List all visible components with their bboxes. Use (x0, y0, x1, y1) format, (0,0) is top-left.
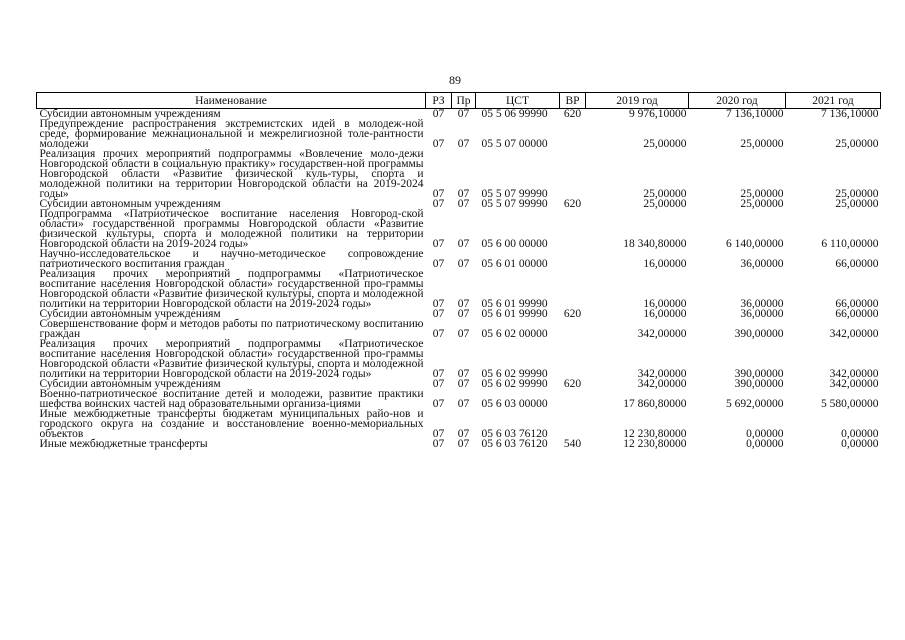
row-value-2020: 36,00000 (740, 298, 784, 310)
row-pr: 07 (457, 308, 470, 320)
row-value-2019: 12 230,80000 (623, 428, 687, 440)
table-body (37, 109, 881, 450)
row-rz: 07 (432, 328, 445, 340)
row-value-2021: 0,00000 (841, 428, 879, 440)
row-rz: 07 (432, 198, 445, 210)
table-row (37, 339, 881, 379)
row-name: Иные межбюджетные трансферты (39, 438, 208, 450)
row-value-2019: 342,00000 (637, 368, 687, 380)
row-value-2021: 66,00000 (835, 258, 879, 270)
row-cst: 05 6 01 00000 (481, 258, 548, 270)
header-cst: ЦСТ (476, 93, 560, 109)
row-value-2020: 36,00000 (740, 258, 784, 270)
row-value-2019: 25,00000 (643, 188, 687, 200)
row-value-2021: 5 580,00000 (821, 398, 879, 410)
row-rz: 07 (432, 298, 445, 310)
row-rz: 07 (432, 108, 445, 120)
header-pr: Пр (452, 93, 476, 109)
row-cst: 05 5 07 99990 (481, 188, 548, 200)
row-value-2019: 25,00000 (643, 198, 687, 210)
row-rz: 07 (432, 138, 445, 150)
row-value-2019: 17 860,80000 (623, 398, 687, 410)
row-vr: 620 (563, 198, 582, 210)
table-row (37, 269, 881, 309)
budget-table (36, 92, 881, 449)
row-value-2020: 390,00000 (734, 368, 784, 380)
row-pr: 07 (457, 438, 470, 450)
row-name: Научно-исследовательское и научно-методическое сопровождение патриотического воспитания граждан (39, 248, 424, 270)
header-2021: 2021 год (786, 93, 881, 109)
row-value-2019: 16,00000 (643, 298, 687, 310)
table-header-row (37, 93, 881, 109)
row-pr: 07 (457, 368, 470, 380)
row-pr: 07 (457, 428, 470, 440)
row-value-2021: 25,00000 (835, 138, 879, 150)
row-pr: 07 (457, 138, 470, 150)
row-value-2020: 6 140,00000 (726, 238, 784, 250)
row-value-2020: 390,00000 (734, 328, 784, 340)
row-pr: 07 (457, 398, 470, 410)
row-value-2021: 66,00000 (835, 298, 879, 310)
row-value-2021: 25,00000 (835, 188, 879, 200)
row-vr (560, 269, 586, 309)
row-rz: 07 (432, 308, 445, 320)
row-value-2020: 0,00000 (746, 438, 784, 450)
row-name: Субсидии автономным учреждениям (39, 198, 221, 210)
table-row (37, 389, 881, 409)
row-vr (560, 409, 586, 439)
row-cst: 05 6 03 00000 (481, 398, 548, 410)
row-value-2020: 0,00000 (746, 428, 784, 440)
row-value-2019: 9 976,10000 (629, 108, 687, 120)
row-value-2021: 6 110,00000 (821, 238, 879, 250)
row-vr (560, 119, 586, 149)
row-name: Реализация прочих мероприятий подпрограммы «Патриотическое воспитание населения Новгородской области» государственной про-граммы Новгородской области «Развитие физической культуры, спорта и молодежной политики на территории Новгородской области на 2019-2024 годы» (39, 338, 424, 380)
row-value-2021: 25,00000 (835, 198, 879, 210)
header-rz: РЗ (426, 93, 452, 109)
row-rz: 07 (432, 368, 445, 380)
row-rz: 07 (432, 398, 445, 410)
row-rz: 07 (432, 378, 445, 390)
row-value-2020: 25,00000 (740, 198, 784, 210)
row-cst: 05 6 03 76120 (481, 428, 548, 440)
row-name: Субсидии автономным учреждениям (39, 378, 221, 390)
table-row (37, 409, 881, 439)
row-name: Подпрограмма «Патриотическое воспитание населения Новгород-ской области» государственной программы Новгородской области «Развитие физической культуры, спорта и молодежной политики на территории Новгородской области на 2019-2024 годы» (39, 208, 424, 250)
row-cst: 05 5 07 00000 (481, 138, 548, 150)
row-rz: 07 (432, 188, 445, 200)
row-name: Субсидии автономным учреждениям (39, 308, 221, 320)
table-row (37, 249, 881, 269)
row-pr: 07 (457, 328, 470, 340)
row-name: Военно-патриотическое воспитание детей и молодежи, развитие практики шефства воинских частей над образовательными организа-циями (39, 388, 424, 410)
row-cst: 05 5 06 99990 (481, 108, 548, 120)
header-name: Наименование (37, 93, 426, 109)
row-value-2020: 7 136,10000 (726, 108, 784, 120)
row-pr: 07 (457, 188, 470, 200)
row-rz: 07 (432, 428, 445, 440)
row-rz: 07 (432, 238, 445, 250)
header-2020: 2020 год (689, 93, 786, 109)
row-value-2019: 12 230,80000 (623, 438, 687, 450)
row-cst: 05 5 07 99990 (481, 198, 548, 210)
table-row (37, 319, 881, 339)
row-value-2021: 7 136,10000 (821, 108, 879, 120)
row-name: Совершенствование форм и методов работы по патриотическому воспитанию граждан (39, 318, 424, 340)
table-row (37, 439, 881, 449)
row-cst: 05 6 02 00000 (481, 328, 548, 340)
row-name: Реализация прочих мероприятий подпрограммы «Вовлечение моло-дежи Новгородской области в социальную практику» государствен-ной программы Новгородской области «Развитие физической куль-туры, спорта и молодежной политики на территории Новгородской области на 2019-2024 годы» (39, 148, 424, 200)
row-value-2019: 16,00000 (643, 308, 687, 320)
row-vr (560, 149, 586, 199)
row-value-2020: 390,00000 (734, 378, 784, 390)
row-rz: 07 (432, 438, 445, 450)
row-pr: 07 (457, 238, 470, 250)
row-vr (560, 319, 586, 339)
row-vr: 620 (563, 308, 582, 320)
row-pr: 07 (457, 108, 470, 120)
row-value-2021: 66,00000 (835, 308, 879, 320)
table-row (37, 209, 881, 249)
header-vr: ВР (560, 93, 586, 109)
page-number: 89 (449, 73, 461, 87)
row-cst: 05 6 01 99990 (481, 298, 548, 310)
row-value-2019: 18 340,80000 (623, 238, 687, 250)
row-value-2020: 25,00000 (740, 138, 784, 150)
row-name: Иные межбюджетные трансферты бюджетам муниципальных райо-нов и городского округа на создание и восстановление военно-мемориальных объектов (39, 408, 424, 440)
row-pr: 07 (457, 258, 470, 270)
row-vr (560, 209, 586, 249)
row-cst: 05 6 02 99990 (481, 378, 548, 390)
row-value-2019: 25,00000 (643, 138, 687, 150)
row-value-2020: 25,00000 (740, 188, 784, 200)
row-vr: 540 (563, 438, 582, 450)
row-value-2019: 342,00000 (637, 378, 687, 390)
row-pr: 07 (457, 198, 470, 210)
row-value-2019: 16,00000 (643, 258, 687, 270)
row-vr: 620 (563, 378, 582, 390)
row-cst: 05 6 01 99990 (481, 308, 548, 320)
table-row (37, 149, 881, 199)
row-name: Субсидии автономным учреждениям (39, 108, 221, 120)
row-value-2021: 342,00000 (829, 328, 879, 340)
row-value-2020: 5 692,00000 (726, 398, 784, 410)
row-pr: 07 (457, 378, 470, 390)
row-rz: 07 (432, 258, 445, 270)
row-value-2019: 342,00000 (637, 328, 687, 340)
row-value-2020: 36,00000 (740, 308, 784, 320)
row-value-2021: 342,00000 (829, 378, 879, 390)
row-cst: 05 6 02 99990 (481, 368, 548, 380)
row-cst: 05 6 03 76120 (481, 438, 548, 450)
row-name: Реализация прочих мероприятий подпрограммы «Патриотическое воспитание населения Новгородской области» государственной про-граммы Новгородской области «Развитие физической культуры, спорта и молодежной политики на территории Новгородской области на 2019-2024 годы» (39, 268, 424, 310)
header-2019: 2019 год (586, 93, 689, 109)
row-vr (560, 339, 586, 379)
row-value-2021: 342,00000 (829, 368, 879, 380)
row-pr: 07 (457, 298, 470, 310)
row-vr: 620 (563, 108, 582, 120)
row-name: Предупреждение распространения экстремистских идей в молодеж-ной среде, формирование межнациональной и межрелигиозной толе-рантности молодежи (39, 118, 424, 150)
row-vr (560, 389, 586, 409)
row-cst: 05 6 00 00000 (481, 238, 548, 250)
row-value-2021: 0,00000 (841, 438, 879, 450)
table-row (37, 119, 881, 149)
row-vr (560, 249, 586, 269)
